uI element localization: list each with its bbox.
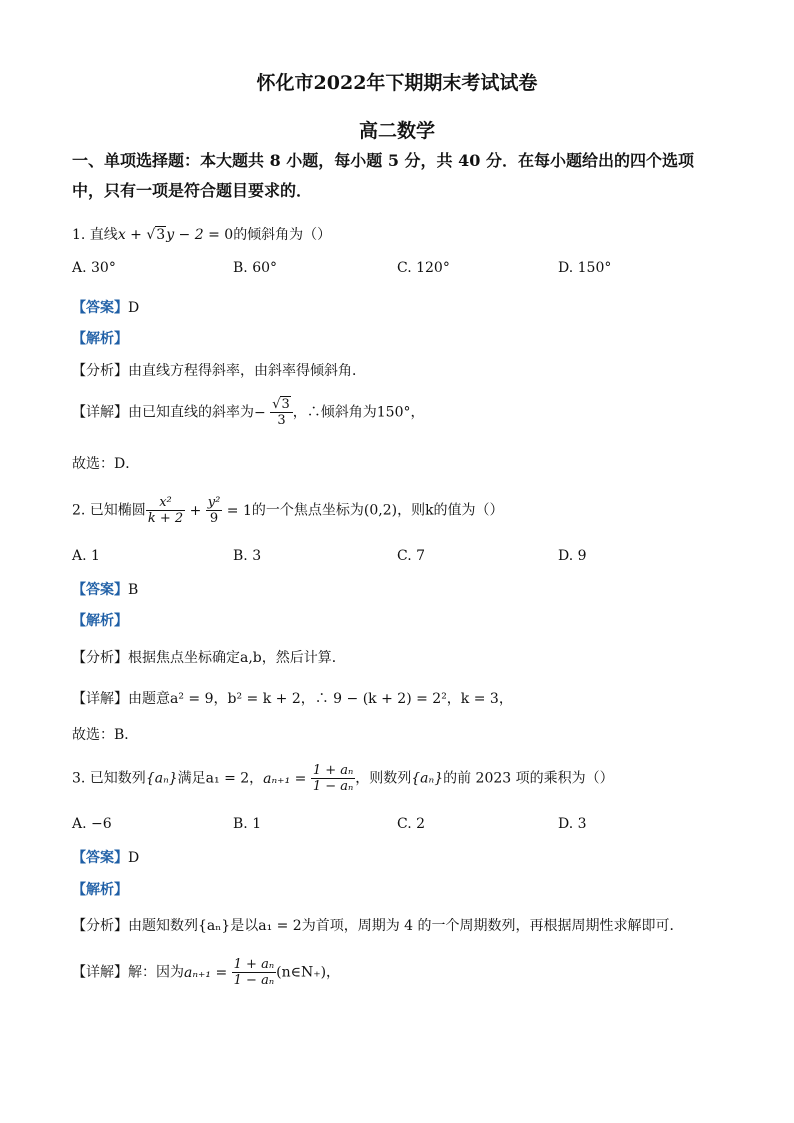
detail-label: 【详解】 [72,691,128,707]
question-1-equation: x + √3y − 2 = 0 [117,227,234,243]
question-2-analysis [72,647,346,667]
detail-label: 【详解】 [72,404,128,421]
question-3 [72,763,614,794]
recurrence-formula: aₙ₊₁ = $\frac{\text{1 + aₙ}}{\text{1 − aₙ}}$ [263,763,354,794]
detail-text-prefix: 由已知直线的斜率为 [128,404,254,421]
question-1-detail [72,397,425,428]
question-2-option-b: B. 3 [233,548,262,564]
question-2-middle: 的一个焦点坐标为 [251,502,364,519]
analysis-text: 由直线方程得斜率，由斜率得倾斜角． [128,363,366,379]
answer-label: 【答案】 [72,300,128,316]
question-1-suffix: 的倾斜角为（） [233,227,332,243]
solution-label: 【解析】 [72,331,128,347]
question-2-option-c: C. 7 [397,548,426,564]
answer-value: D [128,850,140,866]
question-3-answer [72,847,139,867]
question-2-option-d: D. 9 [558,548,587,564]
question-3-suffix: ，则数列 [355,770,412,787]
question-3-detail [72,957,340,988]
question-1-solution-header [72,328,128,348]
question-3-option-c: C. 2 [397,816,426,832]
question-1-analysis [72,360,366,380]
question-3-option-b: B. 1 [233,816,262,832]
answer-label: 【答案】 [72,582,128,598]
question-2-choose: 故选：B． [72,727,139,743]
question-1-answer [72,297,139,317]
answer-label: 【答案】 [72,850,128,866]
question-3-option-a: A. −6 [72,816,112,832]
detail-text: 由题意a² = 9，b² = k + 2，∴ 9 − (k + 2) = 2²，k = 3， [128,691,513,707]
question-2-prefix: 2. 已知椭圆 [72,502,146,519]
question-2-option-a: A. 1 [72,548,100,564]
question-2-answer [72,579,138,599]
ellipse-equation: $\frac{\text{x²}}{k + 2}$ + $\frac{\text{y²}}{9}$ = 1 [147,495,252,526]
page-title: 怀化市2022年下期期末考试试卷 [256,72,538,94]
focus-point: (0,2) [363,502,398,519]
analysis-label: 【分析】 [72,363,128,379]
question-3-prefix: 3. 已知数列 [72,770,146,787]
recurrence-formula-2: aₙ₊₁ = $\frac{\text{1 + aₙ}}{\text{1 − aₙ}}$ [184,957,275,988]
detail-text-suffix: ，∴倾斜角为150°， [292,404,425,421]
analysis-label: 【分析】 [72,650,128,666]
question-2-detail [72,688,513,708]
detail-label: 【详解】 [72,964,128,981]
question-2 [72,495,504,526]
solution-label: 【解析】 [72,882,128,898]
sequence-symbol: {aₙ} [145,770,178,787]
analysis-label: 【分析】 [72,918,128,934]
detail-text-prefix: 解：因为 [128,964,184,981]
question-2-suffix: ，则k的值为（） [397,502,504,519]
answer-value: D [128,300,140,316]
answer-value: B [128,582,139,598]
solution-label: 【解析】 [72,613,128,629]
question-3-analysis [72,915,684,935]
analysis-text: 由题知数列{aₙ}是以a₁ = 2为首项，周期为 4 的一个周期数列，再根据周期性求解即可． [128,918,684,934]
slope-expression: − $\frac{√3}{3}$ [254,405,293,421]
question-3-solution-header [72,879,128,899]
question-1-option-d: D. 150° [558,260,612,276]
question-1-option-c: C. 120° [397,260,450,276]
page-subtitle: 高二数学 [358,120,435,142]
detail-text-suffix: (n∈N₊)， [276,964,341,981]
section-heading: 一、单项选择题：本大题共 8 小题，每小题 5 分，共 40 分．在每小题给出的四个选项中，只有一项是符合题目要求的． [72,151,694,200]
question-1-option-a: A. 30° [72,260,116,276]
analysis-text: 根据焦点坐标确定a,b，然后计算． [128,650,346,666]
question-3-option-d: D. 3 [558,816,587,832]
question-1-choose: 故选：D． [72,456,140,472]
question-1 [72,224,331,244]
question-1-option-b: B. 60° [233,260,278,276]
question-3-tail: 的前 2023 项的乘积为（） [443,770,614,787]
sequence-symbol-2: {aₙ} [411,770,444,787]
question-3-condition: 满足a₁ = 2， [177,770,264,787]
question-2-solution-header [72,610,128,630]
question-1-prefix: 1. 直线 [72,227,118,243]
